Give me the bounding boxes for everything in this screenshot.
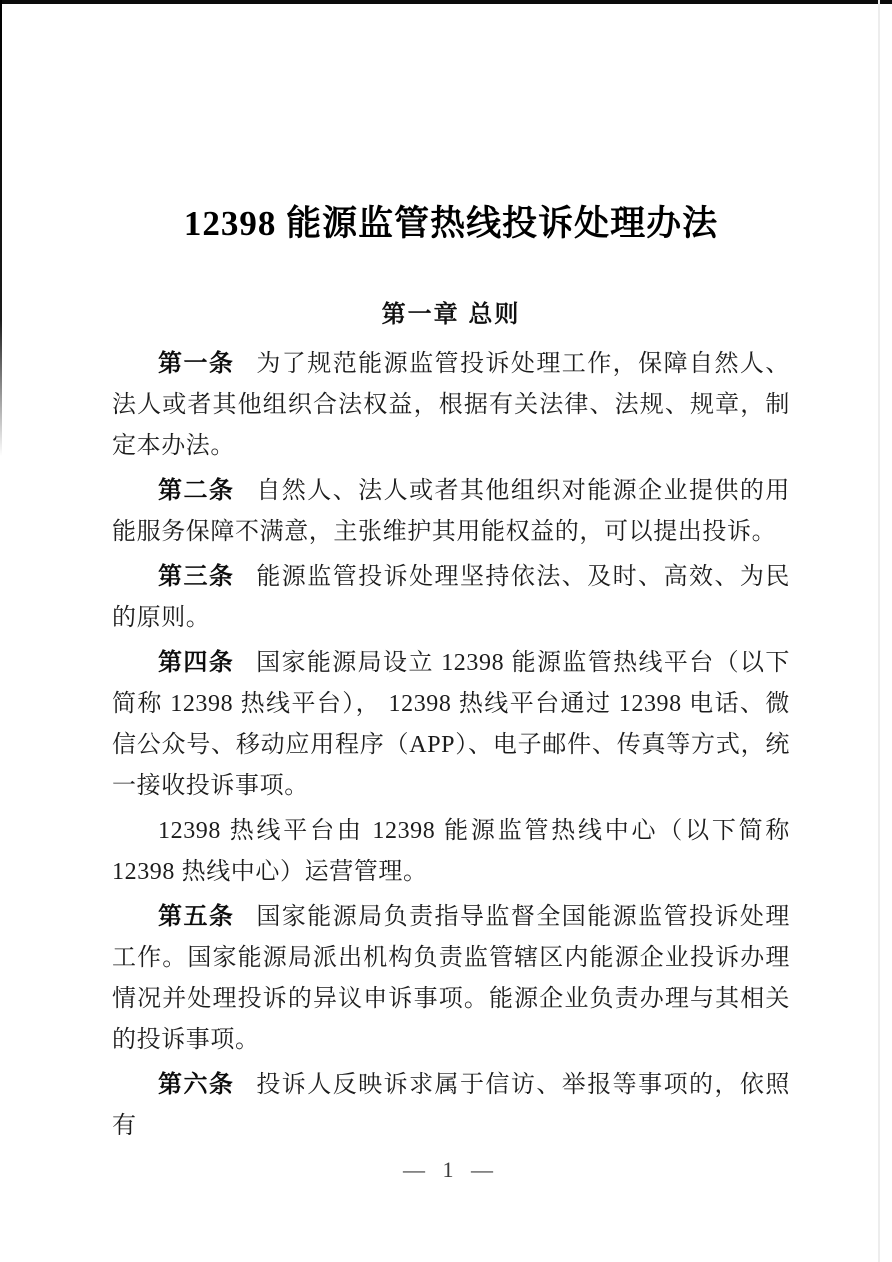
document-title: 12398 能源监管热线投诉处理办法 (183, 204, 719, 243)
article-paragraph-1 (112, 343, 790, 467)
article-text: 12398 热线平台由 12398 能源监管热线中心（以下简称 12398 热线中心）运营管理。 (112, 818, 790, 885)
article-label: 第二条 (158, 477, 235, 504)
article-text: 国家能源局负责指导监督全国能源监管投诉处理工作。国家能源局派出机构负责监管辖区内能源企业投诉办理情况并处理投诉的异议申诉事项。能源企业负责办理与其相关的投诉事项。 (112, 904, 790, 1053)
page-number: — 1 — (403, 1157, 499, 1182)
article-text: 为了规范能源监管投诉处理工作，保障自然人、法人或者其他组织合法权益，根据有关法律、法规、规章，制定本办法。 (112, 351, 790, 459)
article-paragraph-7 (112, 1064, 790, 1147)
article-label: 第一条 (158, 350, 235, 377)
article-paragraph-3 (112, 556, 790, 639)
article-label: 第四条 (158, 649, 235, 676)
article-paragraph-2 (112, 470, 790, 553)
article-label: 第三条 (158, 563, 235, 590)
chapter-heading: 第一章 总则 (381, 301, 521, 328)
document-content (112, 0, 790, 1150)
scan-page-right-edge (878, 0, 880, 1262)
article-text: 能源监管投诉处理坚持依法、及时、高效、为民的原则。 (112, 564, 790, 631)
article-text: 国家能源局设立 12398 能源监管热线平台（以下简称 12398 热线平台）， 12398 热线平台通过 12398 电话、微信公众号、移动应用程序（APP）、电子邮件、传真等方式，统一接收投诉事项。 (112, 650, 790, 799)
article-label: 第六条 (158, 1071, 235, 1098)
document-body (112, 343, 790, 1147)
article-text: 投诉人反映诉求属于信访、举报等事项的，依照有 (112, 1072, 790, 1139)
article-paragraph-4 (112, 642, 790, 807)
article-text: 自然人、法人或者其他组织对能源企业提供的用能服务保障不满意，主张维护其用能权益的，可以提出投诉。 (112, 478, 790, 545)
scan-edge-left-line (0, 0, 2, 456)
article-label: 第五条 (158, 903, 235, 930)
article-paragraph-6 (112, 896, 790, 1061)
article-paragraph-5 (112, 810, 790, 893)
